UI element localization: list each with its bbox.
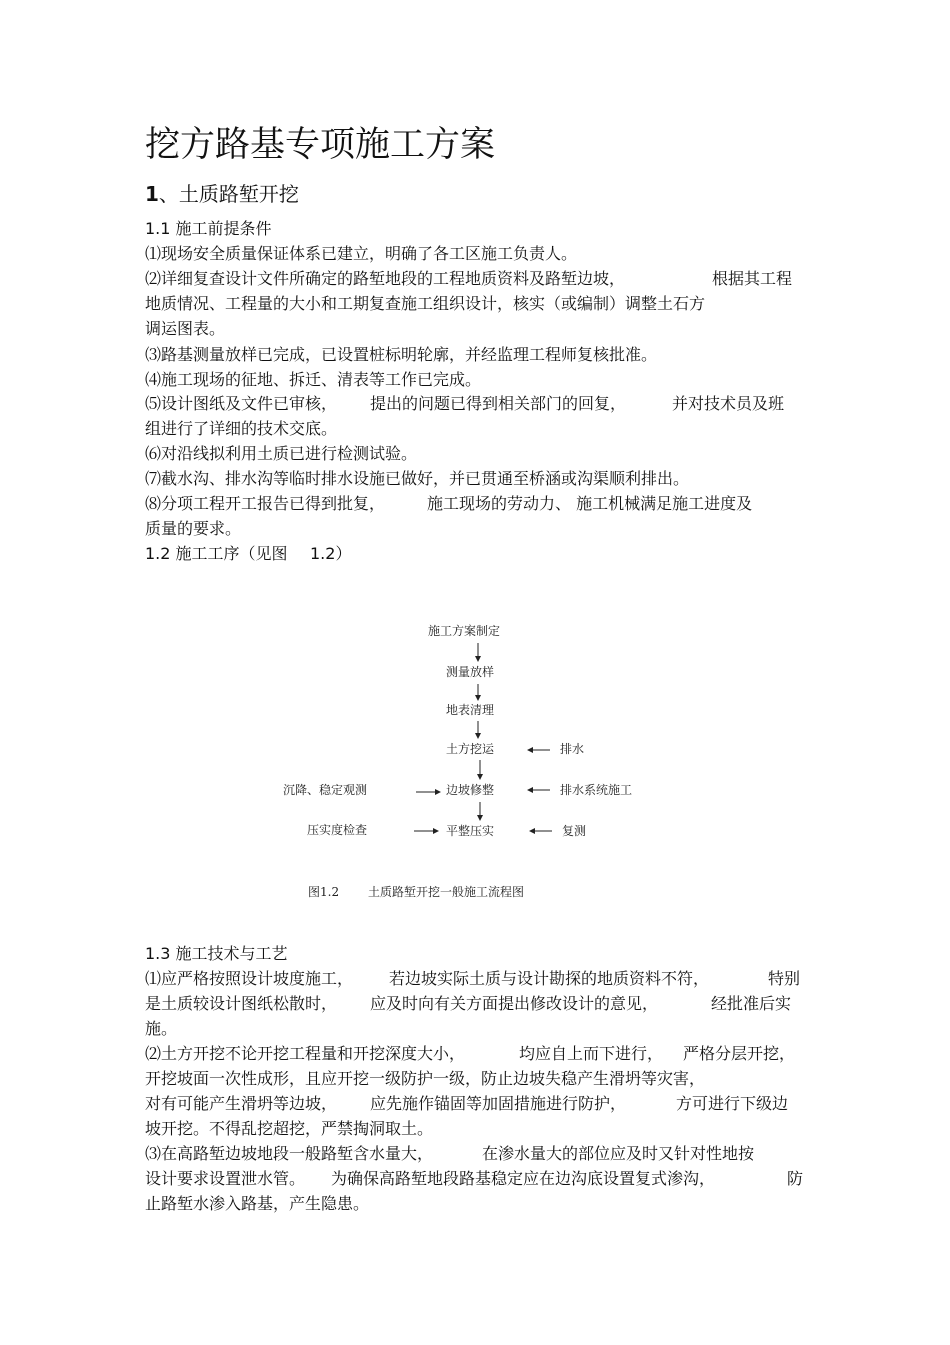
flow-node-compaction-check: 压实度检查	[307, 823, 368, 837]
paragraph-line: 设计要求设置泄水管。	[145, 1169, 306, 1188]
paragraph-line: 开挖坡面一次性成形，且应开挖一级防护一级，防止边坡失稳产生滑坍等灾害，	[145, 1069, 706, 1088]
section-title: 、土质路堑开挖	[158, 182, 299, 206]
paragraph-line: 经批准后实	[711, 994, 792, 1013]
flow-node-slope-trim: 边坡修整	[446, 783, 495, 797]
paragraph-line: ⑸设计图纸及文件已审核，	[145, 394, 338, 413]
paragraph-line: 并对技术员及班	[672, 394, 785, 413]
paragraph-line: 若边坡实际土质与设计勘探的地质资料不符，	[389, 969, 710, 988]
paragraph-line: ⑶路基测量放样已完成，已设置桩标明轮廓，并经监理工程师复核批准。	[145, 345, 658, 364]
paragraph-line: 根据其工程	[712, 269, 793, 288]
subsection-heading-1-2: 1.2 施工工序（见图	[145, 544, 288, 563]
section-number: 1	[145, 182, 159, 206]
paragraph-line: ⑺截水沟、排水沟等临时排水设施已做好，并已贯通至桥涵或沟渠顺利排出。	[145, 469, 690, 488]
paragraph-line: 对有可能产生滑坍等边坡，	[145, 1094, 338, 1113]
paragraph-line: ⑷施工现场的征地、拆迁、清表等工作已完成。	[145, 370, 482, 389]
paragraph-line: 特别	[768, 969, 801, 988]
flow-node-clearing: 地表清理	[446, 703, 495, 717]
paragraph-line: 严格分层开挖，	[683, 1044, 796, 1063]
paragraph-line: ⑵详细复查设计文件所确定的路堑地段的工程地质资料及路堑边坡，	[145, 269, 626, 288]
flow-node-resurvey: 复测	[562, 824, 587, 838]
paragraph-line: 地质情况、工程量的大小和工期复查施工组织设计，核实（或编制）调整土石方	[145, 294, 706, 313]
subsection-heading-1-3: 1.3 施工技术与工艺	[145, 944, 288, 963]
paragraph-line: ⑵土方开挖不论开挖工程量和开挖深度大小，	[145, 1044, 466, 1063]
paragraph-line: ⑹对沿线拟利用土质已进行检测试验。	[145, 444, 418, 463]
flow-node-survey: 测量放样	[446, 665, 495, 679]
paragraph-line: 是土质较设计图纸松散时，	[145, 994, 338, 1013]
paragraph-line: 止路堑水渗入路基，产生隐患。	[145, 1194, 370, 1213]
paragraph-line: ⑶在高路堑边坡地段一般路堑含水量大，	[145, 1144, 434, 1163]
section-heading	[145, 180, 299, 208]
paragraph-line: 应及时向有关方面提出修改设计的意见，	[370, 994, 659, 1013]
paragraph-line: 施工现场的劳动力、 施工机械满足施工进度及	[427, 494, 753, 513]
flow-node-excavation: 土方挖运	[446, 742, 495, 756]
paragraph-line: 均应自上而下进行，	[519, 1044, 664, 1063]
figure-caption-number: 图1.2	[308, 885, 340, 899]
paragraph-line: ⑻分项工程开工报告已得到批复，	[145, 494, 386, 513]
paragraph-line: 质量的要求。	[145, 519, 242, 538]
flow-node-plan: 施工方案制定	[428, 624, 501, 638]
subsection-heading-1-1: 1.1 施工前提条件	[145, 219, 272, 238]
paragraph-line: ⑴现场安全质量保证体系已建立，明确了各工区施工负责人。	[145, 244, 578, 263]
paragraph-line: 在渗水量大的部位应及时又针对性地按	[482, 1144, 755, 1163]
paragraph-line: 为确保高路堑地段路基稳定应在边沟底设置复式渗沟，	[331, 1169, 716, 1188]
flow-node-drainage: 排水	[560, 742, 585, 756]
paragraph-line: 提出的问题已得到相关部门的回复，	[370, 394, 627, 413]
paragraph-line: ⑴应严格按照设计坡度施工，	[145, 969, 354, 988]
paragraph-line: 坡开挖。不得乱挖超挖，严禁掏洞取土。	[145, 1119, 434, 1138]
paragraph-line: 方可进行下级边	[676, 1094, 789, 1113]
figure-caption-text: 土质路堑开挖一般施工流程图	[368, 885, 525, 899]
paragraph-line: 施。	[145, 1019, 178, 1038]
paragraph-line: 防	[787, 1169, 804, 1188]
paragraph-line: 组进行了详细的技术交底。	[145, 419, 338, 438]
page-title: 挖方路基专项施工方案	[145, 125, 496, 165]
flow-node-drainage-system: 排水系统施工	[560, 783, 633, 797]
subsection-heading-1-2-ref: 1.2）	[310, 544, 352, 563]
flow-node-compaction: 平整压实	[446, 824, 495, 838]
paragraph-line: 调运图表。	[145, 319, 226, 338]
paragraph-line: 应先施作锚固等加固措施进行防护，	[370, 1094, 627, 1113]
flow-node-settlement-monitor: 沉降、稳定观测	[283, 783, 368, 797]
